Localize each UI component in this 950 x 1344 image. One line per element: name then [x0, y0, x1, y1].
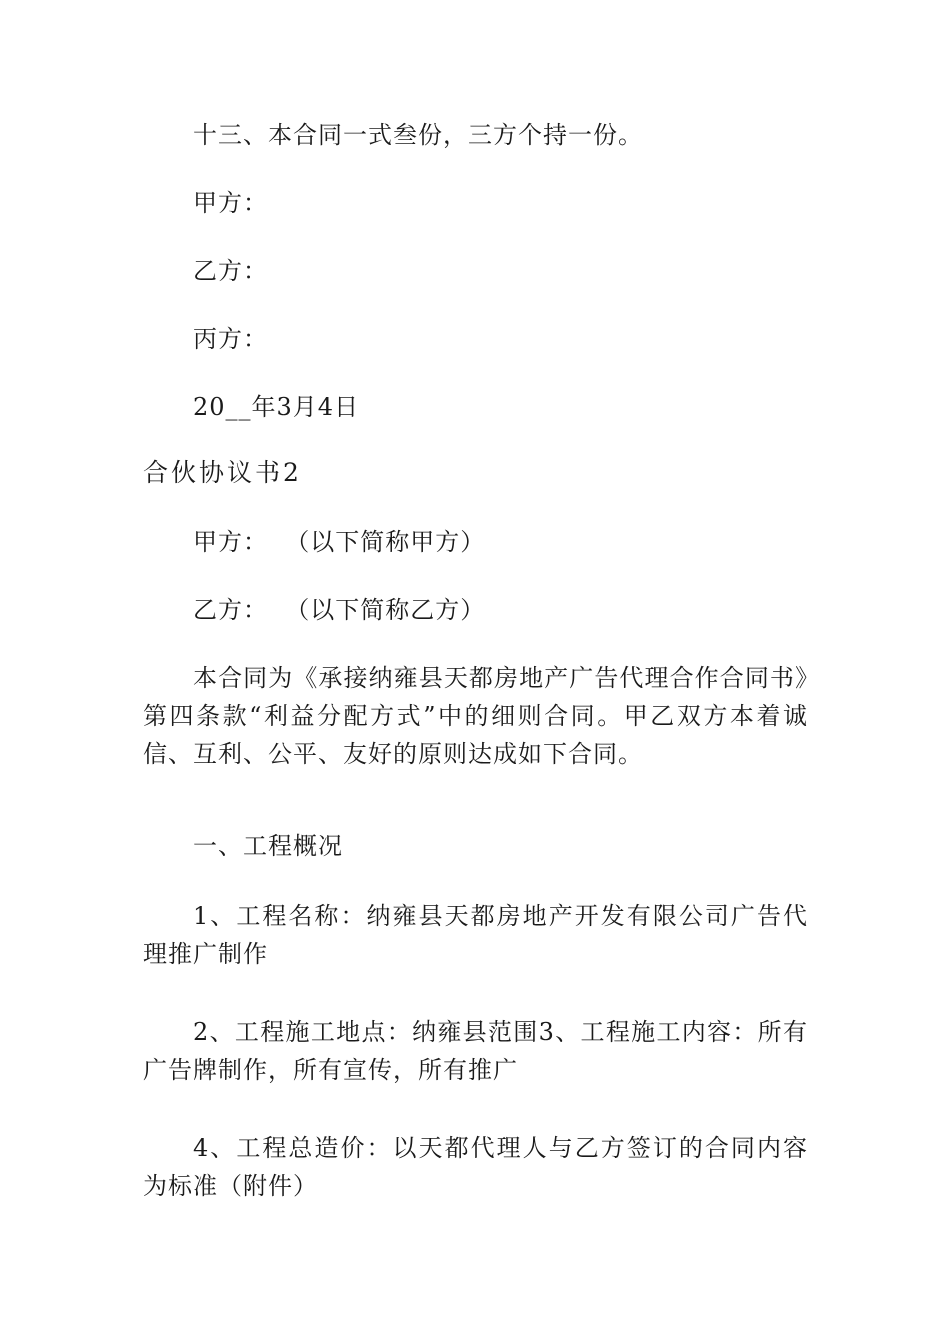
signature-party-b: 乙方：	[193, 257, 268, 285]
intro-paragraph: 本合同为《承接纳雍县天都房地产广告代理合作合同书》第四条款“利益分配方式”中的细则合同。甲乙双方本着诚信、互利、公平、友好的原则达成如下合同。	[143, 664, 808, 768]
signature-date: 20__年3月4日	[193, 393, 360, 421]
section-1-heading: 一、工程概况	[193, 832, 343, 860]
party-b-line: 乙方： （以下简称乙方）	[193, 596, 486, 624]
signature-party-a: 甲方：	[193, 189, 268, 217]
signature-party-c: 丙方：	[193, 325, 268, 353]
item-4-paragraph: 4、工程总造价：以天都代理人与乙方签订的合同内容为标准（附件）	[143, 1134, 808, 1200]
party-a-line: 甲方： （以下简称甲方）	[193, 528, 486, 556]
item-1-paragraph: 1、工程名称：纳雍县天都房地产开发有限公司广告代理推广制作	[143, 902, 808, 968]
clause-13: 十三、本合同一式叁份，三方个持一份。	[193, 121, 643, 149]
item-2-3-paragraph: 2、工程施工地点：纳雍县范围3、工程施工内容：所有广告牌制作，所有宣传，所有推广	[143, 1018, 808, 1084]
document-title: 合伙协议书2	[143, 458, 302, 487]
